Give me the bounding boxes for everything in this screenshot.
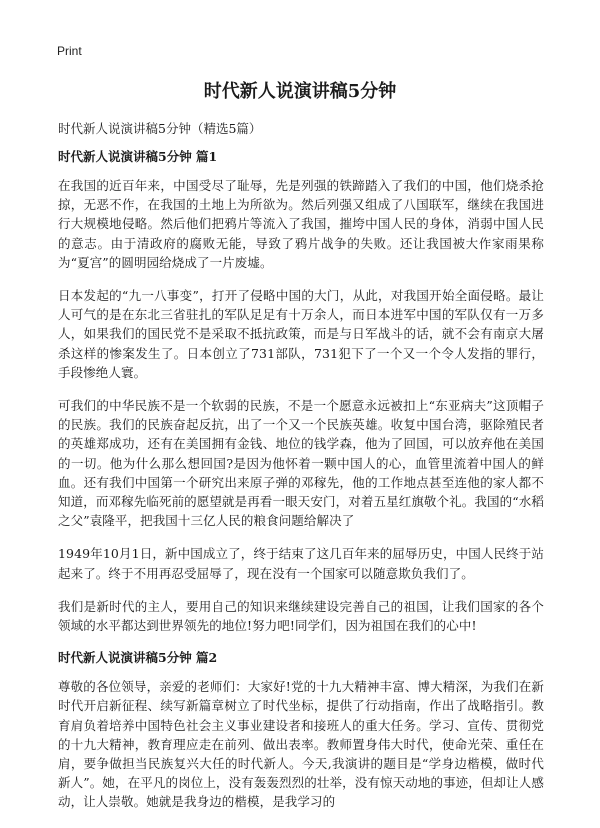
section-heading: 时代新人说演讲稿5分钟 篇1 bbox=[58, 149, 218, 164]
section-2 bbox=[58, 649, 544, 811]
paragraph: 我们是新时代的主人，要用自己的知识来继续建设完善自己的祖国，让我们国家的各个领域的水平都达到世界领先的地位!努力吧!同学们，因为祖国在我们的心中! bbox=[58, 598, 544, 634]
paragraph: 1949年10月1日，新中国成立了，终于结束了这几百年来的屈辱历史，中国人民终于站起来了。终于不用再忍受屈辱了，现在没有一个国家可以随意欺负我们了。 bbox=[58, 546, 544, 581]
section-heading: 时代新人说演讲稿5分钟 篇2 bbox=[58, 650, 218, 666]
paragraph: 在我国的近百年来，中国受尽了耻辱，先是列强的铁蹄踏入了我们的中国，他们烧杀抢掠，无恶不作，在我国的土地上为所欲为。然后列强又组成了八国联军，继续在我国进行大规模地侵略。然后他们把鸦片等流入了我国，摧垮中国人民的身体，消弱中国人民的意志。由于清政府的腐败无能，导致了鸦片战争的失败。还让我国被大作家雨果称为“夏宫”的圆明园给烧成了一片废墟。 bbox=[58, 178, 544, 270]
paragraph: 尊敬的各位领导，亲爱的老师们：大家好!党的十九大精神丰富、博大精深，为我们在新时代开启新征程、续写新篇章树立了时代坐标，提供了行动指南，作出了战略指引。教育肩负着培养中国特色社会主义事业建设者和接班人的重大任务。学习、宣传、贯彻党的十九大精神，教育理应走在前列、做出表率。教师置身伟大时代，使命光荣、重任在肩，要争做担当民族复兴大任的时代新人。今天,我演讲的题目是“学身边楷模，做时代新人”。她，在平凡的岗位上，没有轰轰烈烈的壮举，没有惊天动地的事迹，但却让人感动，让人崇敬。她就是我身边的楷模，是我学习的 bbox=[58, 679, 544, 810]
section-1 bbox=[58, 148, 544, 635]
paragraph: 可我们的中华民族不是一个软弱的民族，不是一个愿意永远被扣上“东亚病夫”这顶帽子的民族。我们的民族奋起反抗，出了一个又一个民族英雄。收复中国台湾，驱除殖民者的英雄郑成功，还有在美国拥有金钱、地位的钱学森，他为了回国，可以放弃他在美国的一切。他为什么那么想回国?是因为他怀着一颗中国人的心，血管里流着中国人的鲜血。还有我们中国第一个研究出来原子弹的邓稼先，他的工作地点甚至连他的家人都不知道，而邓稼先临死前的愿望就是再看一眼天安门，对着五星红旗敬个礼。我国的“水稻之父”袁隆平，把我国十三亿人民的粮食问题给解决了 bbox=[58, 398, 544, 529]
document-title: 时代新人说演讲稿5分钟 bbox=[203, 81, 397, 102]
print-link[interactable]: Print bbox=[57, 44, 82, 58]
document-body bbox=[58, 148, 544, 826]
paragraph: 日本发起的“九一八事变”，打开了侵略中国的大门，从此，对我国开始全面侵略。最让人可气的是在东北三省驻扎的军队足足有十万余人，而日本进军中国的军队仅有一万多人，如果我们的国民党不是采取不抵抗政策，而是与日军战斗的话，就不会有南京大屠杀这样的惨案发生了。日本创立了731部队，731犯下了一个又一个令人发指的罪行，手段惨绝人寰。 bbox=[58, 288, 544, 380]
document-subtitle: 时代新人说演讲稿5分钟（精选5篇） bbox=[58, 121, 262, 136]
